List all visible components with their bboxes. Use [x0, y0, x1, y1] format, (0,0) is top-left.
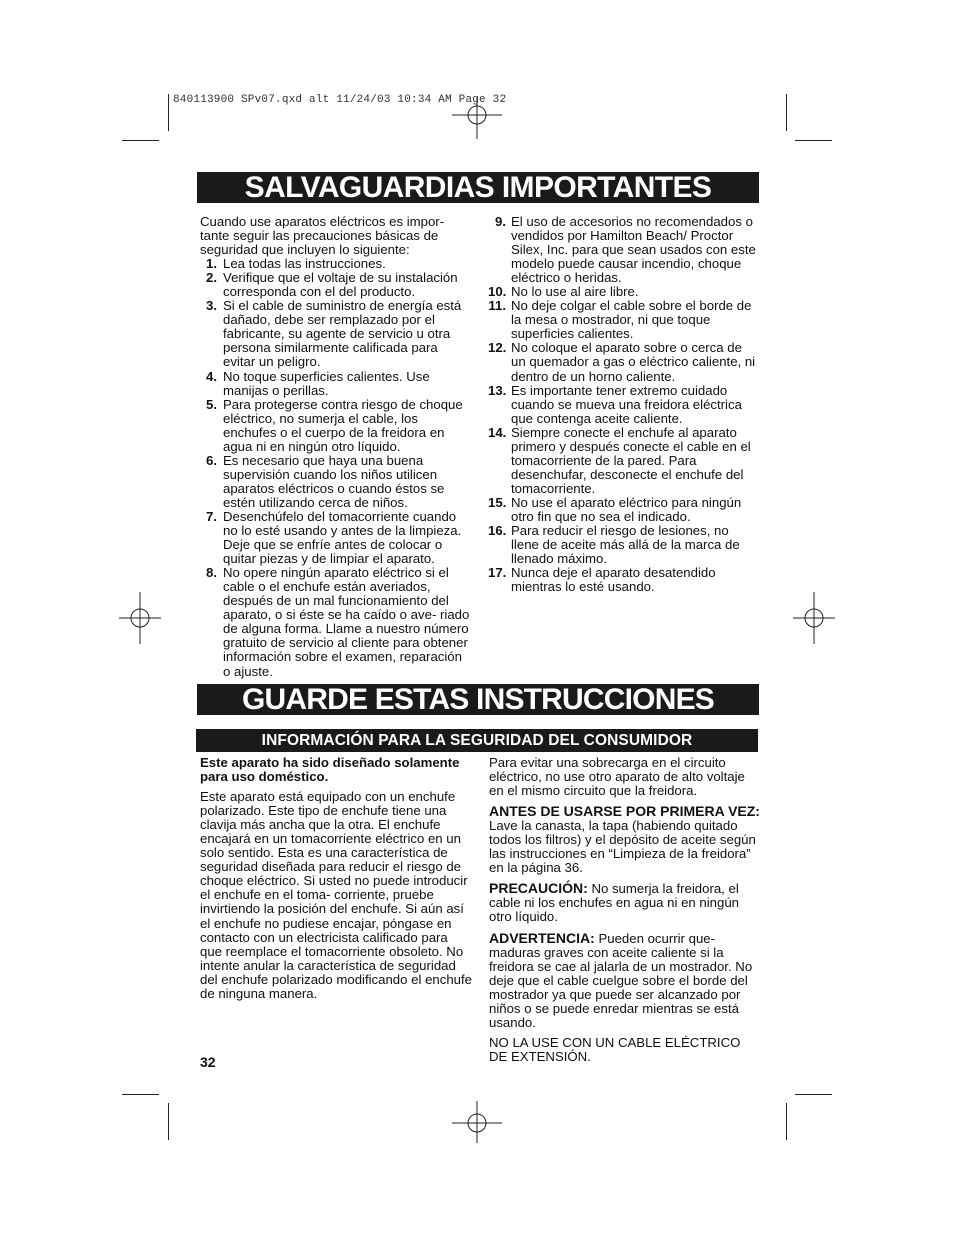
item-number: 3. — [206, 298, 217, 314]
item-text: No opere ningún aparato eléctrico si el cable o el enchufe están averiados, después de un mal funcionamiento del aparato, o si éste se ha caído o ave- riado de alguna forma. Llame a nuestro número gratuito de servicio al cliente para obtener información sobre el examen, reparación o ajuste. — [223, 565, 470, 679]
list-item — [200, 257, 472, 271]
crop-mark — [168, 94, 169, 131]
item-text: Es necesario que haya una buena supervisión cuando los niños utilicen aparatos eléctricos o cuando éstos se estén utilizando cerca de niños. — [223, 452, 445, 510]
list-item — [488, 299, 760, 341]
safeguards-column-left — [200, 215, 472, 679]
caution-label: PRECAUCIÓN: — [489, 880, 588, 897]
extension-cord-warning: NO LA USE CON UN CABLE ELÉCTRICO DE EXTENSIÓN. — [489, 1034, 741, 1064]
print-slug: 840113900 SPv07.qxd alt 11/24/03 10:34 AM Page 32 — [173, 94, 507, 106]
registration-mark-icon — [452, 97, 502, 139]
crop-mark — [122, 140, 159, 141]
list-item — [488, 566, 760, 594]
first-use-paragraph — [489, 804, 761, 875]
item-text: No toque superficies calientes. Use manijas o perillas. — [223, 368, 430, 398]
list-item — [488, 384, 760, 426]
list-item — [488, 426, 760, 496]
item-number: 8. — [206, 565, 217, 581]
list-item — [200, 454, 472, 510]
list-item — [200, 510, 472, 566]
list-item — [488, 496, 760, 524]
item-number: 6. — [206, 452, 217, 468]
household-use-note: Este aparato ha sido diseñado solamente para uso doméstico. — [200, 755, 460, 785]
item-text: No coloque el aparato sobre o cerca de un quemador a gas o eléctrico caliente, ni dentro de un horno caliente. — [511, 340, 756, 384]
item-number: 1. — [206, 256, 217, 272]
item-text: No lo use al aire libre. — [511, 284, 639, 300]
item-number: 4. — [206, 368, 217, 384]
crop-mark — [122, 1094, 159, 1095]
registration-mark-icon — [452, 1101, 502, 1143]
item-text: Desenchúfelo del tomacorriente cuando no lo esté usando y antes de la limpieza. Deje que se enfríe antes de colocar o quitar piezas y de limpiar el aparato. — [223, 508, 462, 567]
crop-mark — [786, 1103, 787, 1140]
consumer-safety-heading: INFORMACIÓN PARA LA SEGURIDAD DEL CONSUMIDOR — [196, 729, 758, 752]
item-number: 17. — [488, 565, 507, 581]
item-text: Es importante tener extremo cuidado cuando se mueva una freidora eléctrica que contenga aceite caliente. — [511, 382, 742, 426]
consumer-column-right — [489, 756, 761, 1070]
polarized-plug-text: Este aparato está equipado con un enchufe polarizado. Este tipo de enchufe tiene una clavija más ancha que la otra. El enchufe encajará en un tomacorriente eléctrico en un solo sentido. Esta es una característica de seguridad diseñada para reducir el riesgo de choque eléctrico. Si usted no puede introducir el enchufe en el toma- corriente, pruebe invirtiendo la posición del enchufe. Si aún así el enchufe no pudiese encajar, póngase en contacto con un electricista calificado para que reemplace el tomacorriente obsoleto. No intente anular la característica de seguridad del enchufe polarizado modificando el enchufe de ninguna manera. — [200, 789, 472, 1001]
list-item — [200, 398, 472, 454]
save-instructions-title: GUARDE ESTAS INSTRUCCIONES — [197, 684, 759, 715]
item-number: 9. — [495, 214, 506, 229]
overload-text: Para evitar una sobrecarga en el circuito eléctrico, no use otro aparato de alto voltaje en el mismo circuito que la freidora. — [489, 755, 745, 799]
list-item — [488, 285, 760, 299]
crop-mark — [795, 140, 832, 141]
item-number: 7. — [206, 508, 217, 524]
item-number: 10. — [488, 284, 507, 300]
safeguards-title: SALVAGUARDIAS IMPORTANTES — [197, 172, 759, 203]
item-text: Verifique que el voltaje de su instalación corresponda con el del producto. — [223, 270, 458, 300]
item-text: Siempre conecte el enchufe al aparato primero y después conecte el cable en el tomacorriente de la pared. Para desenchufar, desconecte el enchufe del tomacorriente. — [511, 424, 751, 496]
item-number: 13. — [488, 382, 507, 398]
item-number: 2. — [206, 270, 217, 286]
warning-label: ADVERTENCIA: — [489, 929, 595, 946]
item-number: 5. — [206, 396, 217, 412]
consumer-column-left — [200, 756, 472, 1007]
item-text: Para reducir el riesgo de lesiones, no llene de aceite más allá de la marca de llenado máximo. — [511, 523, 740, 567]
item-text: El uso de accesorios no recomendados o vendidos por Hamilton Beach/ Proctor Silex, Inc. para que sean usados con este modelo puede causar incendio, choque eléctrico o heridas. — [511, 214, 756, 286]
item-number: 15. — [488, 494, 507, 510]
first-use-label: ANTES DE USARSE POR PRIMERA VEZ: — [489, 803, 760, 820]
item-text: Si el cable de suministro de energía está dañado, debe ser remplazado por el fabricante, su agente de servicio u otra persona similarmente calificada para evitar un peligro. — [223, 298, 462, 370]
caution-text: No sumerja la freidora, el cable ni los enchufes en agua ni en ningún otro líquido. — [489, 881, 740, 925]
registration-mark-icon — [793, 592, 835, 644]
list-item — [488, 341, 760, 383]
page-number: 32 — [200, 1054, 216, 1070]
crop-mark — [168, 1103, 169, 1140]
item-text: Para protegerse contra riesgo de choque eléctrico, no sumerja el cable, los enchufes o el cuerpo de la freidora en agua ni en ningún otro líquido. — [223, 396, 463, 454]
safeguards-intro: Cuando use aparatos eléctricos es impor- tante seguir las precauciones básicas de seguridad que incluyen lo siguiente: — [200, 214, 445, 258]
list-item — [200, 566, 472, 678]
crop-mark — [786, 94, 787, 131]
list-item — [488, 524, 760, 566]
list-item — [200, 271, 472, 299]
item-text: No use el aparato eléctrico para ningún otro fin que no sea el indicado. — [511, 494, 742, 524]
safeguards-column-right — [488, 215, 760, 594]
item-number: 12. — [488, 340, 507, 356]
item-text: No deje colgar el cable sobre el borde de la mesa o mostrador, ni que toque superficies calientes. — [511, 298, 752, 342]
list-item — [488, 215, 760, 285]
warning-text: Pueden ocurrir que- maduras graves con aceite caliente si la freidora se cae al jalarla de un mostrador. No deje que el cable cuelgue sobre el borde del mostrador ya que puede ser alcanzado por niños o se puede enredar mientras se está usando. — [489, 930, 753, 1030]
item-text: Nunca deje el aparato desatendido mientras lo esté usando. — [511, 565, 716, 595]
first-use-text: Lave la canasta, la tapa (habiendo quitado todos los filtros) y el depósito de aceite según las instrucciones en “Limpieza de la freidora” en la página 36. — [489, 818, 756, 876]
caution-paragraph — [489, 881, 761, 924]
registration-mark-icon — [119, 592, 161, 644]
item-text: Lea todas las instrucciones. — [223, 256, 386, 272]
item-number: 11. — [488, 298, 506, 314]
item-number: 14. — [488, 424, 507, 440]
item-number: 16. — [488, 523, 507, 539]
list-item — [200, 370, 472, 398]
list-item — [200, 299, 472, 369]
crop-mark — [795, 1094, 832, 1095]
warning-paragraph — [489, 931, 761, 1030]
